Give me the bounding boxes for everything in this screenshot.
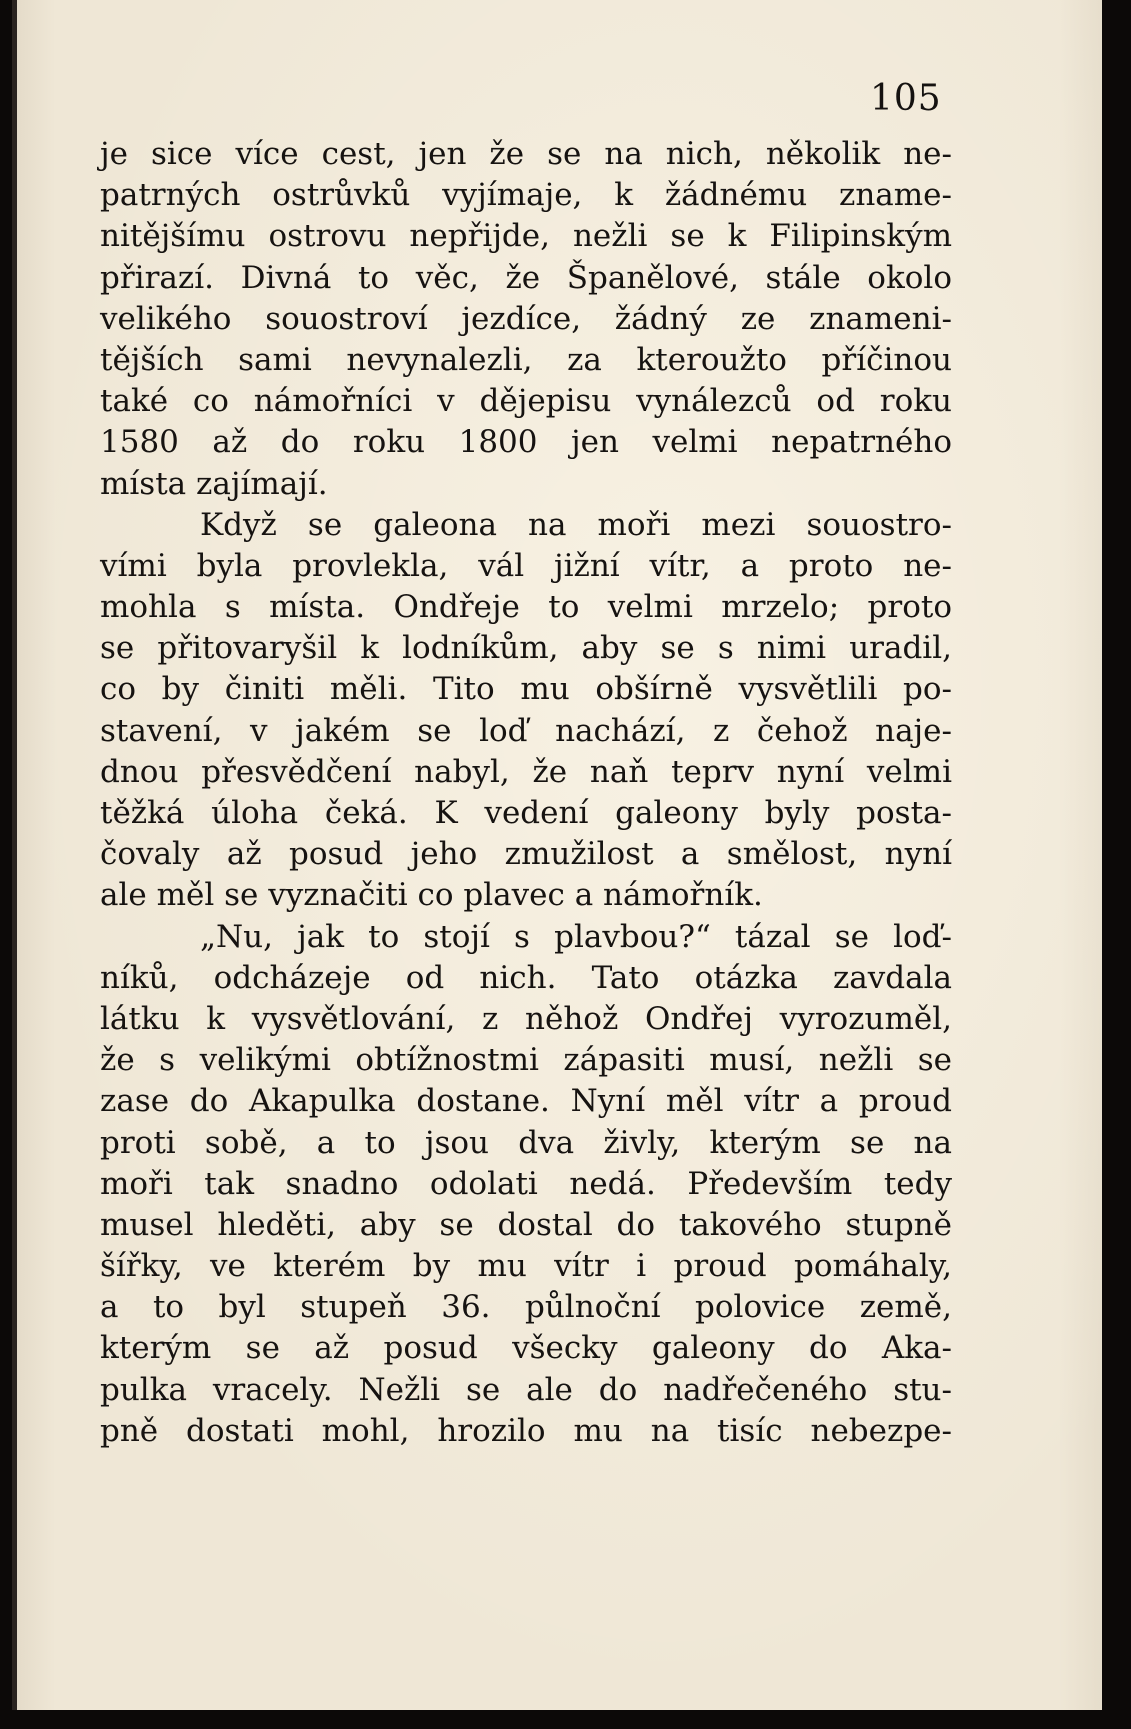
- text-line: kterým se až posud všecky galeony do Aka-: [100, 1330, 952, 1367]
- text-line: stavení, v jakém se loď nachází, z čehož naje-: [100, 712, 952, 749]
- body-text: [100, 134, 952, 1452]
- text-line: pně dostati mohl, hrozilo mu na tisíc nebezpe-: [100, 1412, 952, 1449]
- text-line: také co námořníci v dějepisu vynálezců od roku: [100, 383, 952, 420]
- text-line: a to byl stupeň 36. půlnoční polovice země,: [100, 1289, 952, 1326]
- text-line: níků, odcházeje od nich. Tato otázka zavdala: [100, 959, 952, 996]
- text-line: místa zajímají.: [100, 465, 328, 502]
- text-line: se přitovaryšil k lodníkům, aby se s nimi uradil,: [100, 630, 952, 667]
- text-line: dnou přesvědčení nabyl, že naň teprv nyní velmi: [100, 753, 952, 790]
- text-line: patrných ostrůvků vyjímaje, k žádnému zname-: [100, 177, 952, 214]
- text-line: nitějšímu ostrovu nepřijde, nežli se k Filipinským: [100, 218, 952, 255]
- text-line: zase do Akapulka dostane. Nyní měl vítr a proud: [100, 1083, 952, 1120]
- text-line: šířky, ve kterém by mu vítr i proud pomáhaly,: [100, 1248, 952, 1285]
- page-sheet: [12, 0, 1102, 1710]
- text-line: látku k vysvětlování, z něhož Ondřej vyrozuměl,: [100, 1000, 952, 1037]
- text-line: přirazí. Divná to věc, že Španělové, stále okolo: [100, 259, 952, 296]
- text-line: že s velikými obtížnostmi zápasiti musí, nežli se: [100, 1042, 952, 1079]
- text-line: pulka vracely. Nežli se ale do nadřečeného stu-: [100, 1371, 952, 1408]
- page-number: 105: [870, 78, 942, 119]
- text-line: proti sobě, a to jsou dva živly, kterým se na: [100, 1124, 952, 1161]
- text-line: mohla s místa. Ondřeje to velmi mrzelo; proto: [100, 589, 952, 626]
- text-line: ale měl se vyznačiti co plavec a námořník.: [100, 877, 763, 914]
- text-line: velikého souostroví jezdíce, žádný ze znameni-: [100, 300, 952, 337]
- text-line: moři tak snadno odolati nedá. Především tedy: [100, 1165, 952, 1202]
- text-line: čovaly až posud jeho zmužilost a smělost, nyní: [100, 836, 952, 873]
- text-line: co by činiti měli. Tito mu obšírně vysvětlili po-: [100, 671, 952, 708]
- text-line: vími byla provlekla, vál jižní vítr, a proto ne-: [100, 547, 952, 584]
- text-line: těžká úloha čeká. K vedení galeony byly posta-: [100, 795, 952, 831]
- text-line: 1580 až do roku 1800 jen velmi nepatrného: [100, 424, 952, 461]
- text-line: je sice více cest, jen že se na nich, několik ne-: [100, 136, 952, 172]
- paragraph-start-line: „Nu, jak to stojí s plavbou?“ tázal se loď-: [200, 918, 952, 955]
- text-line: tějších sami nevynalezli, za kteroužto příčinou: [100, 341, 952, 378]
- text-line: musel hleděti, aby se dostal do takového stupně: [100, 1206, 952, 1243]
- paragraph-start-line: Když se galeona na moři mezi souostro-: [200, 506, 952, 543]
- binding-edge: [12, 0, 17, 1710]
